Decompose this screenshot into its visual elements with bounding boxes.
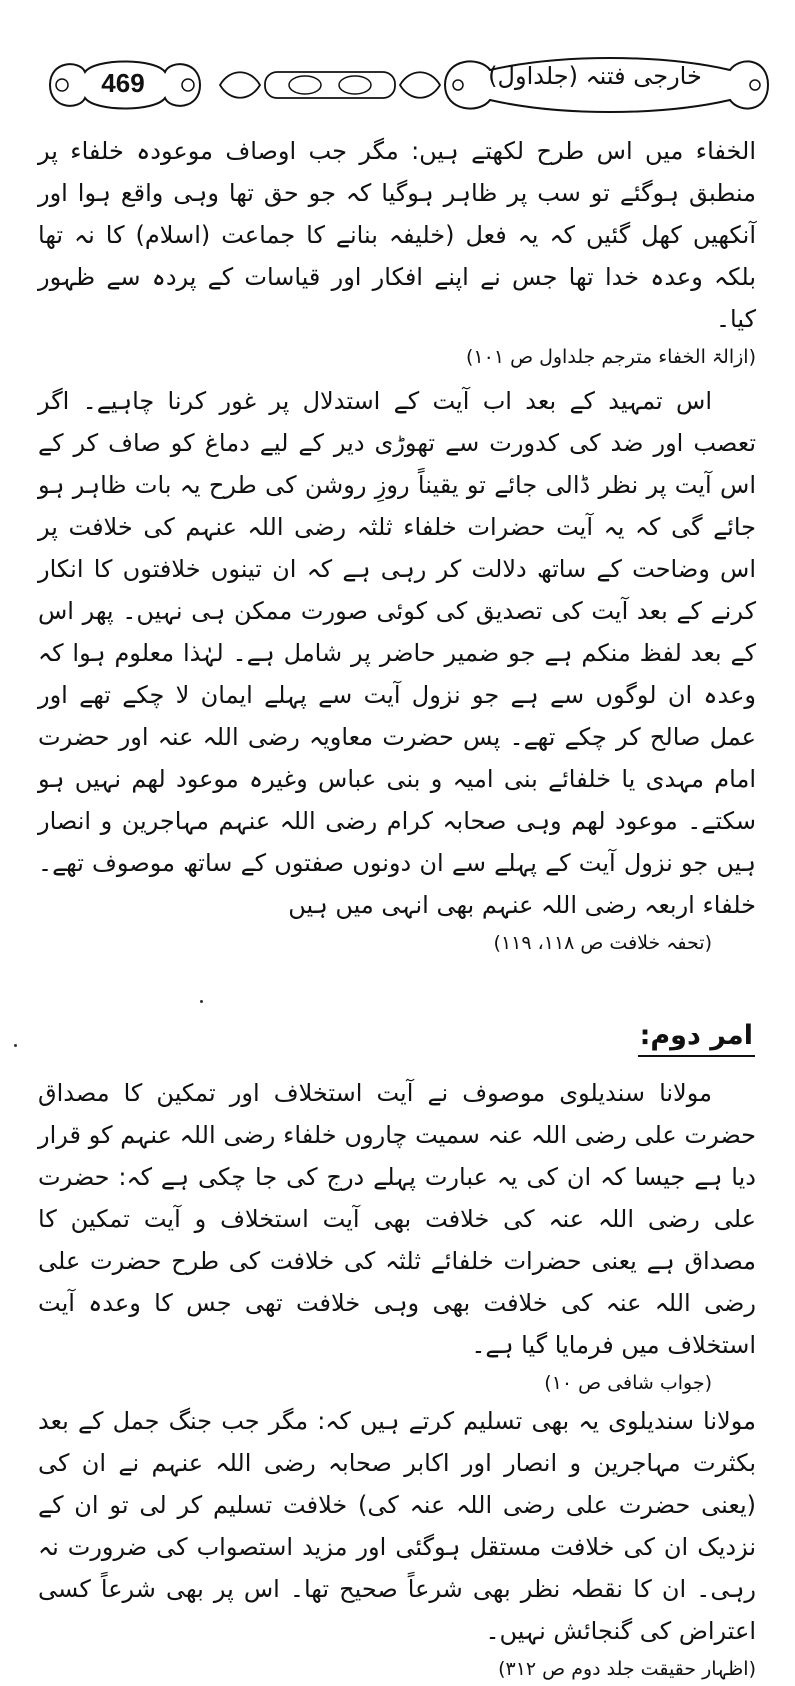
body-text-section bbox=[38, 1072, 756, 1686]
running-header bbox=[40, 50, 770, 120]
paragraph-text: اس تمہید کے بعد اب آیت کے استدلال پر غور کرنا چاہیے۔ اگر تعصب اور ضد کی کدورت سے تھوڑی دیر کے لیے دماغ کو صاف کر کے اس آیت پر نظر ڈالی جائے تو یقیناً روزِ روشن کی طرح یہ بات ظاہر ہو جائے گی کہ یہ آیت حضرات خلفاء ثلثہ رضی اللہ عنہم کی خلافت پر اس وضاحت کے ساتھ دلالت کر رہی ہے کہ ان تینوں خلافتوں کا انکار کرنے کے بعد آیت کی تصدیق کی کوئی صورت ممکن ہی نہیں۔ پھر اس کے بعد لفظ منکم ہے جو ضمیر حاضر پر شامل ہے۔ لہٰذا معلوم ہوا کہ وعدہ ان لوگوں سے ہے جو نزول آیت سے پہلے ایمان لا چکے تھے اور عمل صالح کر چکے تھے۔ پس حضرت معاویہ رضی اللہ عنہ اور حضرت امام مہدی یا خلفائے بنی امیہ و بنی عباس وغیرہ موعود لھم نہیں ہو سکتے۔ موعود لھم وہی صحابہ کرام رضی اللہ عنہم مہاجرین و انصار ہیں جو نزول آیت کے پہلے سے ان دونوں صفتوں کے ساتھ موصوف تھے۔ خلفاء اربعہ رضی اللہ عنہم بھی انہی میں ہیں bbox=[38, 387, 756, 919]
scan-speck bbox=[14, 1044, 17, 1047]
paragraph-text: مولانا سندیلوی موصوف نے آیت استخلاف اور تمکین کا مصداق حضرت علی رضی اللہ عنہ سمیت چاروں خلفاء رضی اللہ عنہم کو قرار دیا ہے جیسا کہ ان کی یہ عبارت پہلے درج کی جا چکی ہے کہ: حضرت علی رضی اللہ عنہ کی خلافت بھی آیت استخلاف و آیت تمکین کا مصداق ہے یعنی حضرات خلفائے ثلثہ کی خلافت کی طرح حضرت علی رضی اللہ عنہ کی خلافت بھی وہی خلافت تھی جس کا وعدہ آیت استخلاف میں فرمایا گیا ہے۔ bbox=[38, 1079, 756, 1359]
paragraph-text: مولانا سندیلوی یہ بھی تسلیم کرتے ہیں کہ: مگر جب جنگ جمل کے بعد بکثرت مہاجرین و انصار اور اکابر صحابہ رضی اللہ عنہم نے ان کی (یعنی حضرت علی رضی اللہ عنہ کی) خلافت تسلیم کر لی تو ان کے نزدیک ان کی خلافت مستقل ہوگئی اور مزید استصواب کی ضرورت نہ رہی۔ ان کا نقطہ نظر بھی شرعاً صحیح تھا۔ اس پر بھی شرعاً کسی اعتراض کی گنجائش نہیں۔ bbox=[38, 1407, 756, 1645]
body-text-top bbox=[38, 130, 756, 960]
paragraph bbox=[38, 1072, 756, 1400]
citation: (جواب شافی ص ۱۰) bbox=[544, 1372, 712, 1394]
citation: (ازالۃ الخفاء مترجم جلداول ص ۱۰۱) bbox=[465, 346, 756, 368]
paragraph bbox=[38, 130, 756, 374]
scan-speck bbox=[200, 1000, 203, 1003]
running-title: خارجی فتنہ (جلداول) bbox=[488, 62, 702, 90]
paragraph bbox=[38, 1400, 756, 1686]
paragraph bbox=[38, 380, 756, 960]
page-number: 469 bbox=[101, 68, 145, 98]
paragraph-text: الخفاء میں اس طرح لکھتے ہیں: مگر جب اوصاف موعودہ خلفاء پر منطبق ہوگئے تو سب پر ظاہر ہوگیا کہ جو حق تھا وہی واقع ہوا اور آنکھیں کھل گئیں کہ یہ فعل (خلیفہ بنانے کا جماعت (اسلام) کا نہ تھا بلکہ وعدہ خدا تھا جس نے اپنے افکار اور قیاسات کے پردہ سے ظہور کیا۔ bbox=[38, 137, 756, 333]
citation: (اظہار حقیقت جلد دوم ص ۳۱۲) bbox=[498, 1658, 756, 1680]
section-heading: امر دوم: bbox=[638, 1020, 755, 1057]
citation: (تحفہ خلافت ص ۱۱۸، ۱۱۹) bbox=[493, 932, 712, 954]
